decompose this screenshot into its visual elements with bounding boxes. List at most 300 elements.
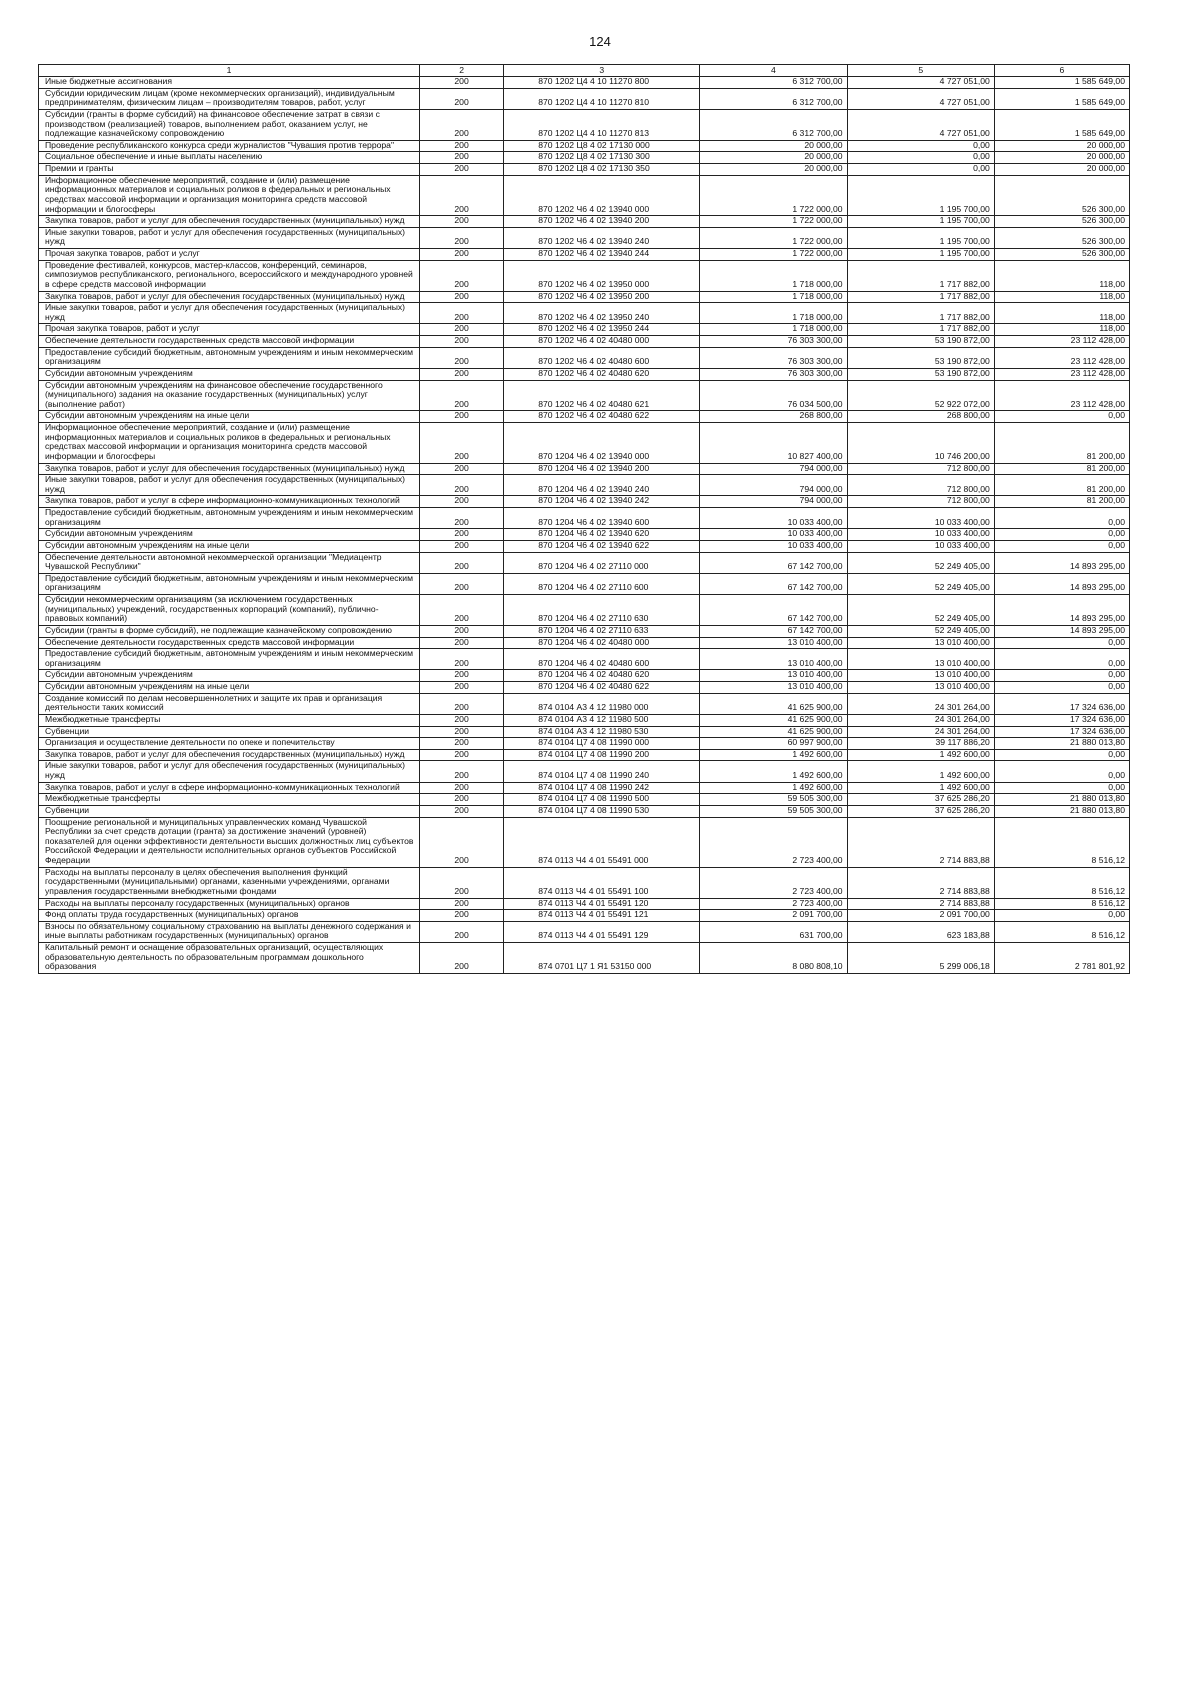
row-value-4: 2 091 700,00 <box>700 910 847 922</box>
table-row <box>39 423 1130 464</box>
row-value-4: 41 625 900,00 <box>700 726 847 738</box>
table-row <box>39 216 1130 228</box>
row-code: 200 <box>419 88 503 109</box>
row-code: 200 <box>419 761 503 782</box>
row-value-4: 1 492 600,00 <box>700 782 847 794</box>
row-code: 200 <box>419 249 503 261</box>
row-value-4: 41 625 900,00 <box>700 714 847 726</box>
row-code: 200 <box>419 175 503 216</box>
row-name: Субвенции <box>39 726 420 738</box>
row-name: Субсидии автономным учреждениям на иные цели <box>39 682 420 694</box>
row-name: Межбюджетные трансферты <box>39 714 420 726</box>
row-code: 200 <box>419 216 503 228</box>
row-value-5: 53 190 872,00 <box>847 347 994 368</box>
row-classification: 870 1202 Ч6 4 02 13950 244 <box>504 324 700 336</box>
row-value-6: 118,00 <box>994 324 1129 336</box>
row-value-5: 10 033 400,00 <box>847 529 994 541</box>
row-classification: 874 0113 Ч4 4 01 55491 100 <box>504 867 700 898</box>
row-name: Предоставление субсидий бюджетным, автономным учреждениям и иным некоммерческим организациям <box>39 573 420 594</box>
row-name: Обеспечение деятельности автономной некоммерческой организации "Медиацентр Чувашской Республики" <box>39 552 420 573</box>
row-classification: 870 1202 Ц4 4 10 11270 800 <box>504 77 700 89</box>
table-body <box>39 77 1130 974</box>
row-value-5: 1 492 600,00 <box>847 761 994 782</box>
row-value-6: 8 516,12 <box>994 921 1129 942</box>
row-name: Обеспечение деятельности государственных средств массовой информации <box>39 637 420 649</box>
table-row <box>39 164 1130 176</box>
row-classification: 870 1202 Ц8 4 02 17130 000 <box>504 140 700 152</box>
row-classification: 870 1202 Ч6 4 02 13940 000 <box>504 175 700 216</box>
row-value-5: 13 010 400,00 <box>847 637 994 649</box>
row-code: 200 <box>419 336 503 348</box>
row-value-5: 712 800,00 <box>847 475 994 496</box>
table-row <box>39 508 1130 529</box>
table-row <box>39 738 1130 750</box>
row-value-6: 0,00 <box>994 637 1129 649</box>
row-name: Создание комиссий по делам несовершеннолетних и защите их прав и организация деятельности таких комиссий <box>39 693 420 714</box>
row-code: 200 <box>419 898 503 910</box>
row-classification: 874 0104 Ц7 4 08 11990 242 <box>504 782 700 794</box>
row-code: 200 <box>419 670 503 682</box>
row-code: 200 <box>419 782 503 794</box>
row-code: 200 <box>419 817 503 867</box>
row-code: 200 <box>419 552 503 573</box>
row-classification: 870 1202 Ч6 4 02 40480 600 <box>504 347 700 368</box>
table-row <box>39 380 1130 411</box>
row-value-5: 712 800,00 <box>847 496 994 508</box>
row-value-6: 14 893 295,00 <box>994 573 1129 594</box>
row-value-5: 2 714 883,88 <box>847 867 994 898</box>
row-code: 200 <box>419 540 503 552</box>
row-value-5: 1 195 700,00 <box>847 175 994 216</box>
row-value-4: 41 625 900,00 <box>700 693 847 714</box>
row-code: 200 <box>419 324 503 336</box>
table-row <box>39 817 1130 867</box>
row-code: 200 <box>419 867 503 898</box>
row-value-6: 1 585 649,00 <box>994 109 1129 140</box>
row-value-6: 21 880 013,80 <box>994 805 1129 817</box>
row-name: Проведение фестивалей, конкурсов, мастер-классов, конференций, семинаров, симпозиумов республиканского, регионального, всероссийского и международного уровней в сфере средств массовой информации <box>39 260 420 291</box>
table-row <box>39 109 1130 140</box>
row-classification: 870 1204 Ч6 4 02 27110 600 <box>504 573 700 594</box>
row-value-6: 81 200,00 <box>994 475 1129 496</box>
table-row <box>39 140 1130 152</box>
row-value-6: 20 000,00 <box>994 164 1129 176</box>
row-name: Иные бюджетные ассигнования <box>39 77 420 89</box>
table-row <box>39 260 1130 291</box>
row-classification: 870 1204 Ч6 4 02 13940 200 <box>504 463 700 475</box>
row-value-4: 67 142 700,00 <box>700 573 847 594</box>
row-value-6: 17 324 636,00 <box>994 726 1129 738</box>
row-name: Информационное обеспечение мероприятий, создание и (или) размещение информационных материалов и социальных роликов в федеральных и региональных средствах массовой информации и организация мониторинга средств массовой информации и блогосферы <box>39 423 420 464</box>
row-value-6: 17 324 636,00 <box>994 693 1129 714</box>
row-value-5: 10 033 400,00 <box>847 540 994 552</box>
row-value-5: 52 249 405,00 <box>847 595 994 626</box>
row-value-6: 118,00 <box>994 303 1129 324</box>
table-row <box>39 496 1130 508</box>
row-name: Обеспечение деятельности государственных средств массовой информации <box>39 336 420 348</box>
row-name: Закупка товаров, работ и услуг в сфере информационно-коммуникационных технологий <box>39 782 420 794</box>
row-classification: 870 1202 Ч6 4 02 40480 000 <box>504 336 700 348</box>
row-value-5: 0,00 <box>847 140 994 152</box>
row-value-6: 81 200,00 <box>994 496 1129 508</box>
row-code: 200 <box>419 496 503 508</box>
table-row <box>39 761 1130 782</box>
table-row <box>39 714 1130 726</box>
row-value-5: 1 717 882,00 <box>847 324 994 336</box>
row-classification: 870 1204 Ч6 4 02 40480 000 <box>504 637 700 649</box>
row-code: 200 <box>419 140 503 152</box>
row-value-6: 21 880 013,80 <box>994 738 1129 750</box>
row-value-6: 1 585 649,00 <box>994 88 1129 109</box>
row-value-4: 10 033 400,00 <box>700 508 847 529</box>
row-value-4: 1 722 000,00 <box>700 175 847 216</box>
row-value-4: 1 718 000,00 <box>700 260 847 291</box>
row-value-6: 14 893 295,00 <box>994 595 1129 626</box>
row-classification: 874 0104 Ц7 4 08 11990 240 <box>504 761 700 782</box>
row-value-6: 23 112 428,00 <box>994 347 1129 368</box>
row-code: 200 <box>419 738 503 750</box>
row-value-4: 8 080 808,10 <box>700 943 847 974</box>
row-value-6: 0,00 <box>994 910 1129 922</box>
row-classification: 870 1204 Ч6 4 02 13940 000 <box>504 423 700 464</box>
row-value-6: 0,00 <box>994 540 1129 552</box>
row-classification: 870 1202 Ч6 4 02 13950 240 <box>504 303 700 324</box>
row-value-4: 13 010 400,00 <box>700 649 847 670</box>
row-name: Премии и гранты <box>39 164 420 176</box>
row-value-4: 20 000,00 <box>700 164 847 176</box>
row-code: 200 <box>419 693 503 714</box>
table-row <box>39 649 1130 670</box>
row-classification: 874 0104 А3 4 12 11980 500 <box>504 714 700 726</box>
row-code: 200 <box>419 921 503 942</box>
row-value-5: 10 746 200,00 <box>847 423 994 464</box>
row-value-5: 623 183,88 <box>847 921 994 942</box>
row-classification: 870 1202 Ч6 4 02 13940 244 <box>504 249 700 261</box>
row-code: 200 <box>419 260 503 291</box>
row-value-4: 631 700,00 <box>700 921 847 942</box>
table-row <box>39 291 1130 303</box>
row-code: 200 <box>419 227 503 248</box>
row-value-4: 76 303 300,00 <box>700 336 847 348</box>
row-classification: 870 1204 Ч6 4 02 40480 622 <box>504 682 700 694</box>
row-value-4: 1 722 000,00 <box>700 216 847 228</box>
row-value-4: 10 033 400,00 <box>700 529 847 541</box>
row-name: Иные закупки товаров, работ и услуг для обеспечения государственных (муниципальных) нужд <box>39 227 420 248</box>
row-value-6: 526 300,00 <box>994 175 1129 216</box>
table-row <box>39 152 1130 164</box>
table-row <box>39 782 1130 794</box>
row-code: 200 <box>419 347 503 368</box>
row-value-5: 4 727 051,00 <box>847 88 994 109</box>
row-classification: 870 1204 Ч6 4 02 13940 620 <box>504 529 700 541</box>
row-value-4: 1 722 000,00 <box>700 249 847 261</box>
row-value-6: 0,00 <box>994 411 1129 423</box>
row-value-5: 24 301 264,00 <box>847 714 994 726</box>
row-value-5: 1 492 600,00 <box>847 782 994 794</box>
row-name: Субсидии автономным учреждениям на иные цели <box>39 540 420 552</box>
row-name: Закупка товаров, работ и услуг для обеспечения государственных (муниципальных) нужд <box>39 291 420 303</box>
row-value-6: 2 781 801,92 <box>994 943 1129 974</box>
row-code: 200 <box>419 303 503 324</box>
row-name: Субсидии юридическим лицам (кроме некоммерческих организаций), индивидуальным предпринимателям, физическим лицам – производителям товаров, работ, услуг <box>39 88 420 109</box>
row-code: 200 <box>419 77 503 89</box>
row-code: 200 <box>419 749 503 761</box>
table-row <box>39 249 1130 261</box>
table-row <box>39 805 1130 817</box>
row-value-4: 2 723 400,00 <box>700 867 847 898</box>
row-value-5: 53 190 872,00 <box>847 336 994 348</box>
row-classification: 874 0104 А3 4 12 11980 530 <box>504 726 700 738</box>
row-classification: 870 1202 Ц4 4 10 11270 810 <box>504 88 700 109</box>
row-classification: 874 0113 Ч4 4 01 55491 000 <box>504 817 700 867</box>
row-value-4: 1 718 000,00 <box>700 303 847 324</box>
row-name: Предоставление субсидий бюджетным, автономным учреждениям и иным некоммерческим организациям <box>39 649 420 670</box>
row-value-6: 23 112 428,00 <box>994 336 1129 348</box>
row-value-5: 1 195 700,00 <box>847 216 994 228</box>
row-name: Субсидии некоммерческим организациям (за исключением государственных (муниципальных) учреждений, государственных корпораций (компаний), публично-правовых компаний) <box>39 595 420 626</box>
row-name: Расходы на выплаты персоналу государственных (муниципальных) органов <box>39 898 420 910</box>
row-name: Поощрение региональной и муниципальных управленческих команд Чувашской Республики за счет средств дотации (гранта) за достижение значений (уровней) показателей для оценки эффективности деятельности высших должностных лиц субъектов Российской Федерации и деятельности исполнительных органов субъектов Российской Федерации <box>39 817 420 867</box>
row-value-4: 59 505 300,00 <box>700 805 847 817</box>
row-value-6: 17 324 636,00 <box>994 714 1129 726</box>
row-name: Иные закупки товаров, работ и услуг для обеспечения государственных (муниципальных) нужд <box>39 761 420 782</box>
row-classification: 874 0104 Ц7 4 08 11990 200 <box>504 749 700 761</box>
row-name: Межбюджетные трансферты <box>39 794 420 806</box>
row-code: 200 <box>419 475 503 496</box>
table-header-row <box>39 65 1130 77</box>
row-value-4: 76 303 300,00 <box>700 368 847 380</box>
table-row <box>39 670 1130 682</box>
row-classification: 874 0113 Ч4 4 01 55491 121 <box>504 910 700 922</box>
row-code: 200 <box>419 152 503 164</box>
column-header-2: 2 <box>419 65 503 77</box>
row-classification: 874 0701 Ц7 1 Я1 53150 000 <box>504 943 700 974</box>
row-classification: 874 0113 Ч4 4 01 55491 120 <box>504 898 700 910</box>
row-value-4: 59 505 300,00 <box>700 794 847 806</box>
row-value-6: 1 585 649,00 <box>994 77 1129 89</box>
row-code: 200 <box>419 529 503 541</box>
row-name: Субвенции <box>39 805 420 817</box>
table-row <box>39 336 1130 348</box>
row-code: 200 <box>419 380 503 411</box>
table-row <box>39 324 1130 336</box>
row-value-5: 10 033 400,00 <box>847 508 994 529</box>
table-row <box>39 227 1130 248</box>
row-value-4: 1 492 600,00 <box>700 749 847 761</box>
row-code: 200 <box>419 411 503 423</box>
row-name: Прочая закупка товаров, работ и услуг <box>39 324 420 336</box>
row-name: Субсидии автономным учреждениям на финансовое обеспечение государственного (муниципального) задания на оказание государственных (муниципальных) услуг (выполнение работ) <box>39 380 420 411</box>
row-classification: 870 1202 Ч6 4 02 13950 200 <box>504 291 700 303</box>
row-value-5: 1 195 700,00 <box>847 249 994 261</box>
column-header-1: 1 <box>39 65 420 77</box>
row-value-6: 0,00 <box>994 682 1129 694</box>
table-row <box>39 303 1130 324</box>
row-value-5: 13 010 400,00 <box>847 682 994 694</box>
row-code: 200 <box>419 508 503 529</box>
table-row <box>39 540 1130 552</box>
table-row <box>39 463 1130 475</box>
row-value-6: 526 300,00 <box>994 216 1129 228</box>
row-value-5: 37 625 286,20 <box>847 805 994 817</box>
table-row <box>39 749 1130 761</box>
row-value-5: 13 010 400,00 <box>847 670 994 682</box>
row-name: Иные закупки товаров, работ и услуг для обеспечения государственных (муниципальных) нужд <box>39 303 420 324</box>
row-classification: 870 1204 Ч6 4 02 40480 600 <box>504 649 700 670</box>
table-row <box>39 637 1130 649</box>
row-name: Субсидии автономным учреждениям <box>39 368 420 380</box>
row-classification: 870 1202 Ч6 4 02 40480 620 <box>504 368 700 380</box>
row-value-5: 712 800,00 <box>847 463 994 475</box>
row-value-6: 0,00 <box>994 649 1129 670</box>
row-classification: 870 1202 Ч6 4 02 40480 621 <box>504 380 700 411</box>
row-value-4: 6 312 700,00 <box>700 109 847 140</box>
table-row <box>39 552 1130 573</box>
row-value-6: 14 893 295,00 <box>994 625 1129 637</box>
column-header-4: 4 <box>700 65 847 77</box>
row-classification: 870 1202 Ч6 4 02 40480 622 <box>504 411 700 423</box>
row-value-4: 13 010 400,00 <box>700 637 847 649</box>
row-value-6: 8 516,12 <box>994 898 1129 910</box>
row-value-4: 67 142 700,00 <box>700 625 847 637</box>
row-value-6: 526 300,00 <box>994 227 1129 248</box>
row-value-5: 52 249 405,00 <box>847 625 994 637</box>
row-name: Информационное обеспечение мероприятий, создание и (или) размещение информационных материалов и социальных роликов в федеральных и региональных средствах массовой информации и организация мониторинга средств массовой информации и блогосферы <box>39 175 420 216</box>
row-value-4: 67 142 700,00 <box>700 552 847 573</box>
row-name: Расходы на выплаты персоналу в целях обеспечения выполнения функций государственными (муниципальными) органами, казенными учреждениями, органами управления государственными внебюджетными фондами <box>39 867 420 898</box>
row-value-4: 60 997 900,00 <box>700 738 847 750</box>
row-code: 200 <box>419 726 503 738</box>
row-value-5: 53 190 872,00 <box>847 368 994 380</box>
row-code: 200 <box>419 805 503 817</box>
table-row <box>39 88 1130 109</box>
row-value-4: 794 000,00 <box>700 496 847 508</box>
row-value-5: 13 010 400,00 <box>847 649 994 670</box>
row-value-6: 0,00 <box>994 670 1129 682</box>
row-code: 200 <box>419 682 503 694</box>
row-value-4: 1 718 000,00 <box>700 324 847 336</box>
row-name: Субсидии (гранты в форме субсидий) на финансовое обеспечение затрат в связи с производством (реализацией) товаров, выполнением работ, оказанием услуг, не подлежащие казначейскому сопровождению <box>39 109 420 140</box>
row-name: Субсидии (гранты в форме субсидий), не подлежащие казначейскому сопровождению <box>39 625 420 637</box>
row-classification: 870 1204 Ч6 4 02 27110 630 <box>504 595 700 626</box>
table-row <box>39 693 1130 714</box>
row-classification: 870 1204 Ч6 4 02 13940 240 <box>504 475 700 496</box>
row-code: 200 <box>419 625 503 637</box>
row-code: 200 <box>419 649 503 670</box>
row-name: Предоставление субсидий бюджетным, автономным учреждениям и иным некоммерческим организациям <box>39 508 420 529</box>
row-name: Закупка товаров, работ и услуг для обеспечения государственных (муниципальных) нужд <box>39 216 420 228</box>
row-code: 200 <box>419 943 503 974</box>
row-value-5: 1 492 600,00 <box>847 749 994 761</box>
row-classification: 870 1202 Ч6 4 02 13940 200 <box>504 216 700 228</box>
table-row <box>39 910 1130 922</box>
row-code: 200 <box>419 291 503 303</box>
row-value-5: 4 727 051,00 <box>847 109 994 140</box>
column-header-5: 5 <box>847 65 994 77</box>
row-value-6: 526 300,00 <box>994 249 1129 261</box>
row-name: Субсидии автономным учреждениям <box>39 529 420 541</box>
row-value-5: 1 717 882,00 <box>847 303 994 324</box>
row-name: Прочая закупка товаров, работ и услуг <box>39 249 420 261</box>
row-value-4: 2 723 400,00 <box>700 898 847 910</box>
row-value-5: 268 800,00 <box>847 411 994 423</box>
row-value-4: 1 492 600,00 <box>700 761 847 782</box>
row-classification: 874 0104 Ц7 4 08 11990 530 <box>504 805 700 817</box>
row-value-5: 5 299 006,18 <box>847 943 994 974</box>
row-classification: 870 1204 Ч6 4 02 40480 620 <box>504 670 700 682</box>
row-value-5: 0,00 <box>847 164 994 176</box>
row-code: 200 <box>419 573 503 594</box>
row-value-4: 20 000,00 <box>700 152 847 164</box>
row-value-6: 0,00 <box>994 529 1129 541</box>
row-value-4: 76 303 300,00 <box>700 347 847 368</box>
row-value-5: 2 714 883,88 <box>847 817 994 867</box>
row-value-4: 6 312 700,00 <box>700 88 847 109</box>
row-value-4: 794 000,00 <box>700 475 847 496</box>
row-value-6: 20 000,00 <box>994 140 1129 152</box>
row-code: 200 <box>419 368 503 380</box>
row-value-5: 0,00 <box>847 152 994 164</box>
row-name: Иные закупки товаров, работ и услуг для обеспечения государственных (муниципальных) нужд <box>39 475 420 496</box>
row-value-5: 1 717 882,00 <box>847 260 994 291</box>
row-name: Закупка товаров, работ и услуг для обеспечения государственных (муниципальных) нужд <box>39 463 420 475</box>
row-code: 200 <box>419 463 503 475</box>
budget-table <box>38 64 1130 974</box>
column-header-3: 3 <box>504 65 700 77</box>
table-row <box>39 347 1130 368</box>
row-classification: 870 1204 Ч6 4 02 13940 622 <box>504 540 700 552</box>
row-classification: 870 1204 Ч6 4 02 13940 600 <box>504 508 700 529</box>
row-value-6: 8 516,12 <box>994 817 1129 867</box>
table-row <box>39 682 1130 694</box>
row-code: 200 <box>419 714 503 726</box>
table-row <box>39 175 1130 216</box>
table-row <box>39 529 1130 541</box>
row-name: Закупка товаров, работ и услуг для обеспечения государственных (муниципальных) нужд <box>39 749 420 761</box>
row-value-5: 1 195 700,00 <box>847 227 994 248</box>
row-value-5: 52 922 072,00 <box>847 380 994 411</box>
row-value-4: 794 000,00 <box>700 463 847 475</box>
row-name: Организация и осуществление деятельности по опеке и попечительству <box>39 738 420 750</box>
row-value-4: 76 034 500,00 <box>700 380 847 411</box>
row-name: Капитальный ремонт и оснащение образовательных организаций, осуществляющих образовательную деятельность по образовательным программам дошкольного образования <box>39 943 420 974</box>
row-value-6: 23 112 428,00 <box>994 380 1129 411</box>
row-value-5: 37 625 286,20 <box>847 794 994 806</box>
table-row <box>39 475 1130 496</box>
row-name: Фонд оплаты труда государственных (муниципальных) органов <box>39 910 420 922</box>
row-value-6: 81 200,00 <box>994 423 1129 464</box>
row-value-4: 2 723 400,00 <box>700 817 847 867</box>
row-value-4: 10 033 400,00 <box>700 540 847 552</box>
row-value-4: 268 800,00 <box>700 411 847 423</box>
row-value-4: 10 827 400,00 <box>700 423 847 464</box>
row-value-4: 13 010 400,00 <box>700 670 847 682</box>
row-value-4: 6 312 700,00 <box>700 77 847 89</box>
row-classification: 870 1204 Ч6 4 02 27110 000 <box>504 552 700 573</box>
row-value-5: 1 717 882,00 <box>847 291 994 303</box>
row-value-4: 1 722 000,00 <box>700 227 847 248</box>
page-number: 124 <box>589 34 611 49</box>
row-value-5: 24 301 264,00 <box>847 693 994 714</box>
row-value-6: 118,00 <box>994 291 1129 303</box>
row-classification: 870 1204 Ч6 4 02 27110 633 <box>504 625 700 637</box>
row-value-6: 118,00 <box>994 260 1129 291</box>
table-row <box>39 867 1130 898</box>
row-value-6: 14 893 295,00 <box>994 552 1129 573</box>
table-row <box>39 943 1130 974</box>
row-code: 200 <box>419 910 503 922</box>
row-value-5: 2 714 883,88 <box>847 898 994 910</box>
